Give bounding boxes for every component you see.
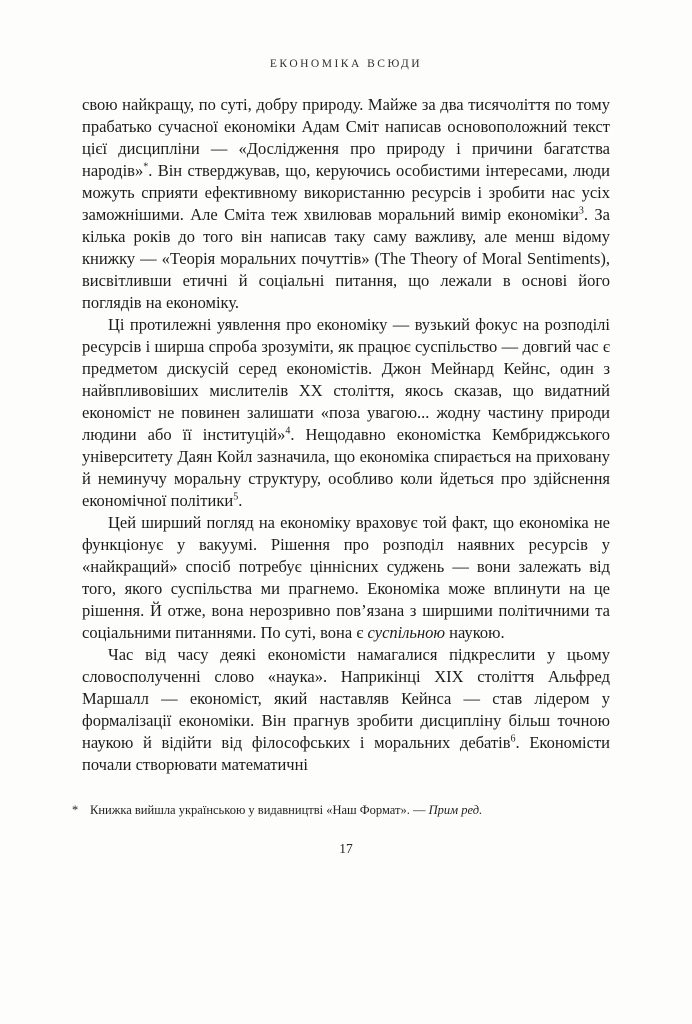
italic-text: суспільною: [367, 623, 446, 642]
footnote-marker: *: [72, 803, 79, 817]
superscript-ref: 6: [510, 733, 516, 745]
text-run: наукою.: [445, 623, 505, 642]
footnote: [72, 802, 610, 819]
text-run: Ці протилежні уявлення про економіку — вузький фокус на розподілі ресурсів і ширша спроба зрозуміти, як працює суспільство — довгий час є предметом дискусій серед економістів. Джон Мейнард Кейнс, один з найвпливовіших мислителів XX століття, якось сказав, що видатний економіст не повинен залишати «поза увагою... жодну частину природи людини або її інституцій»: [82, 315, 610, 444]
paragraph: [82, 94, 610, 314]
text-run: Час від часу деякі економісти намагалися підкреслити у цьому словосполученні слово «наука». Наприкінці XIX століття Альфред Маршалл — економіст, який наставляв Кейнса — став лідером у формалізації економіки. Він прагнув зробити дисципліну більш точною наукою й відійти від філософських і моральних дебатів: [82, 645, 610, 752]
text-run: . Економісти почали створювати математичні: [82, 733, 610, 774]
paragraph: [82, 314, 610, 512]
superscript-ref: 4: [285, 425, 291, 437]
running-header: ЕКОНОМІКА ВСЮДИ: [269, 58, 423, 70]
text-run: .: [238, 491, 243, 510]
body-text: [82, 94, 610, 776]
superscript-ref: 3: [578, 205, 584, 217]
page-number: 17: [339, 841, 353, 856]
text-run: . Він стверджував, що, керуючись особистими інтересами, люди можуть сприяти ефективному використанню ресурсів і зробити нас усіх заможнішими. Але Сміта теж хвилював моральний вимір економіки: [82, 161, 610, 224]
italic-text: Прим ред.: [428, 803, 483, 817]
paragraph: [82, 512, 610, 644]
footnote-text: [90, 802, 610, 819]
superscript-ref: 5: [233, 491, 239, 503]
text-run: . Нещодавно економістка Кембриджського університету Даян Койл зазначила, що економіка спирається на приховану й неминучу моральну структуру, особливо коли йдеться про здійснення економічної політики: [82, 425, 610, 510]
superscript-ref: *: [143, 161, 149, 173]
text-run: Книжка вийшла українською у видавництві «Наш Формат». —: [90, 803, 429, 817]
text-run: свою найкращу, по суті, добру природу. Майже за два тисячоліття по тому прабатько сучасної економіки Адам Сміт написав основоположний текст цієї дисципліни — «Дослідження про природу і причини багатства народів»: [82, 95, 610, 180]
text-run: . За кілька років до того він написав таку саму важливу, але менш відому книжку — «Теорія моральних почуттів» (The Theory of Moral Sentiments), висвітливши етичні й соціальні питання, що лежали в основі його поглядів на економіку.: [82, 205, 611, 312]
text-run: Цей ширший погляд на економіку враховує той факт, що економіка не функціонує у вакуумі. Рішення про розподіл наявних ресурсів у «найкращий» спосіб потребує ціннісних суджень — вони залежать від того, якого суспільства ми прагнемо. Економіка може вплинути на це рішення. Й отже, вона нерозривно пов’язана з ширшими політичними та соціальними питаннями. По суті, вона є: [82, 513, 610, 642]
paragraph: [82, 644, 610, 776]
